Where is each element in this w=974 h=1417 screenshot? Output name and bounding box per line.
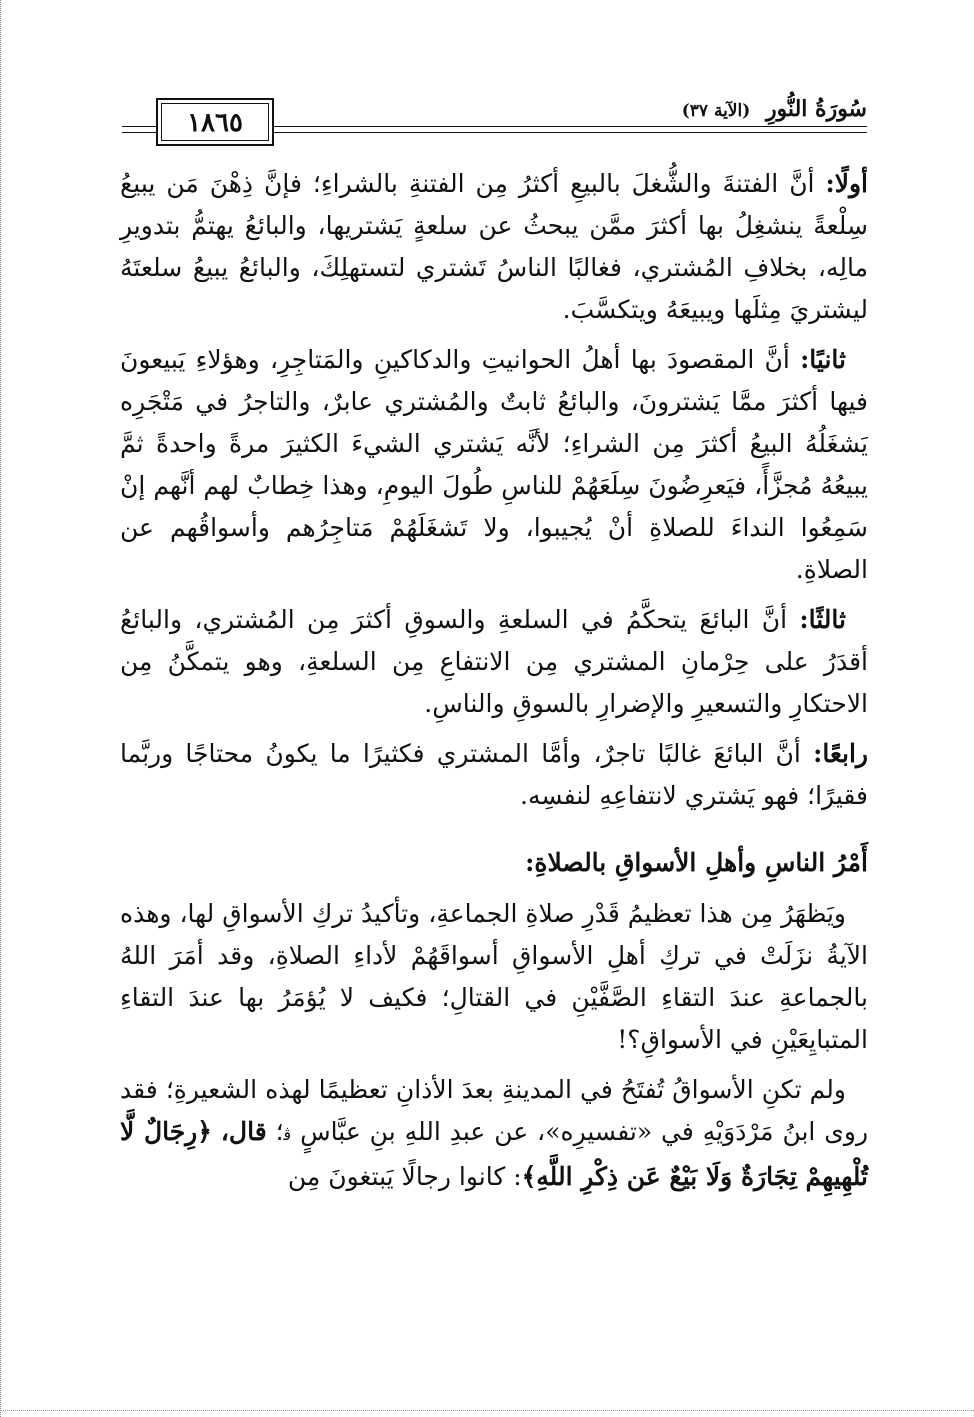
paragraph-section2-second <box>120 1069 868 1198</box>
paragraph-lead: ثانيًا: <box>800 345 846 374</box>
paragraph-lead: أولًا: <box>825 169 869 198</box>
paragraph-third <box>120 599 868 725</box>
paragraph-text: أنَّ الفتنةَ والشُّغلَ بالبيعِ أكثرُ مِن الفتنةِ بالشراءِ؛ فإنَّ ذِهْنَ مَن يبيعُ سِلْعةً ينشغِلُ بها أكثرَ ممَّن يبحثُ عن سلعةٍ يَشتريها، والبائعُ يهتمُّ بتدويرِ مالِه، بخلافِ المُشتري، فغالبًا الناسُ تَشتري لتستهلِكَ، والبائعُ يبيعُ سلعتَهُ ليشتريَ مِثلَها ويبيعَهُ ويتكسَّبَ. <box>120 169 868 324</box>
surah-title <box>672 94 867 126</box>
quran-verse: ﴿رِجَالٌ لَّا تُلْهِيهِمْ تِجَارَةٌ وَلَا بَيْعٌ عَن ذِكْرِ اللَّهِ﴾ <box>120 1117 868 1191</box>
page-header <box>122 92 867 154</box>
surah-name: سُورَةُ النُّورِ <box>765 96 867 122</box>
honorific-symbol: ﭬ <box>283 1125 292 1144</box>
scan-edge-bottom <box>0 1410 974 1411</box>
paragraph-punctuation: ؛ <box>275 1117 284 1146</box>
page-number: ١٨٦٥ <box>161 103 269 141</box>
page-number-box <box>156 98 274 146</box>
paragraph-text: : كانوا رجالًا يَبتغونَ مِن <box>287 1162 522 1191</box>
paragraph-text: ويَظهَرُ مِن هذا تعظيمُ قَدْرِ صلاةِ الجماعةِ، وتأكيدُ تركِ الأسواقِ لها، وهذه الآيةُ نزَلَتْ في تركِ أهلِ الأسواقِ أسواقَهُمْ لأداءِ الصلاةِ، وقد أمَرَ اللهُ بالجماعةِ عندَ التقاءِ الصَّفَّيْنِ في القتالِ؛ فكيف لا يُؤمَرُ بها عندَ التقاءِ المتبايِعَيْنِ في الأسواقِ؟! <box>120 899 868 1054</box>
ayah-label: (الآية ٣٧) <box>681 101 751 121</box>
section-heading: أَمْرُ الناسِ وأهلِ الأسواقِ بالصلاةِ: <box>525 848 868 877</box>
paragraph-section2-first <box>120 893 868 1061</box>
paragraph-first <box>120 163 868 331</box>
paragraph-lead: رابعًا: <box>813 739 868 768</box>
paragraph-text: ولم تكنِ الأسواقُ تُفتَحُ في المدينةِ بعدَ الأذانِ تعظيمًا لهذه الشعيرةِ؛ فقد روى ابنُ مَرْدَوَيْهِ في «تفسيرِه»، عن عبدِ اللهِ بنِ عبَّاسٍ <box>120 1075 869 1146</box>
page-body <box>120 163 868 1206</box>
paragraph-text: أنَّ المقصودَ بها أهلُ الحوانيتِ والدكاكينِ والمَتاجِرِ، وهؤلاءِ يَبيعونَ فيها أكثرَ ممَّا يَشترونَ، والبائعُ ثابتٌ والمُشتري عابرٌ، والتاجرُ في مَتْجَرِه يَشغَلُهُ البيعُ أكثرَ مِن الشراءِ؛ لأنَّه يَشتري الشيءَ الكثيرَ مرةً واحدةً ثمَّ يبيعُهُ مُجزَّأً، فيَعرِضُونَ سِلَعَهُمْ للناسِ طُولَ اليومِ، وهذا خِطابٌ لهم أنَّهم إنْ سَمِعُوا النداءَ للصلاةِ أنْ يُجيبوا، ولا تَشغَلَهُمْ مَتاجِرُهم وأسواقُهم عن الصلاةِ. <box>120 345 869 584</box>
paragraph-second <box>120 339 868 591</box>
paragraph-lead: ثالثًا: <box>799 605 846 634</box>
paragraph-text: أنَّ البائعَ يتحكَّمُ في السلعةِ والسوقِ أكثرَ مِن المُشتري، والبائعُ أقدَرُ على حِرْمانِ المشتري مِن الانتفاعِ مِن السلعةِ، وهو يتمكَّنُ مِن الاحتكارِ والتسعيرِ والإضرارِ بالسوقِ والناسِ. <box>120 605 868 718</box>
quote-lead: قال، <box>220 1117 267 1146</box>
paragraph-fourth <box>120 733 868 817</box>
paragraph-text: أنَّ البائعَ غالبًا تاجرٌ، وأمَّا المشتري فكثيرًا ما يكونُ محتاجًا وربَّما فقيرًا؛ فهو يَشتري لانتفاعِهِ لنفسِه. <box>120 739 868 810</box>
scan-edge-left <box>0 0 4 1417</box>
